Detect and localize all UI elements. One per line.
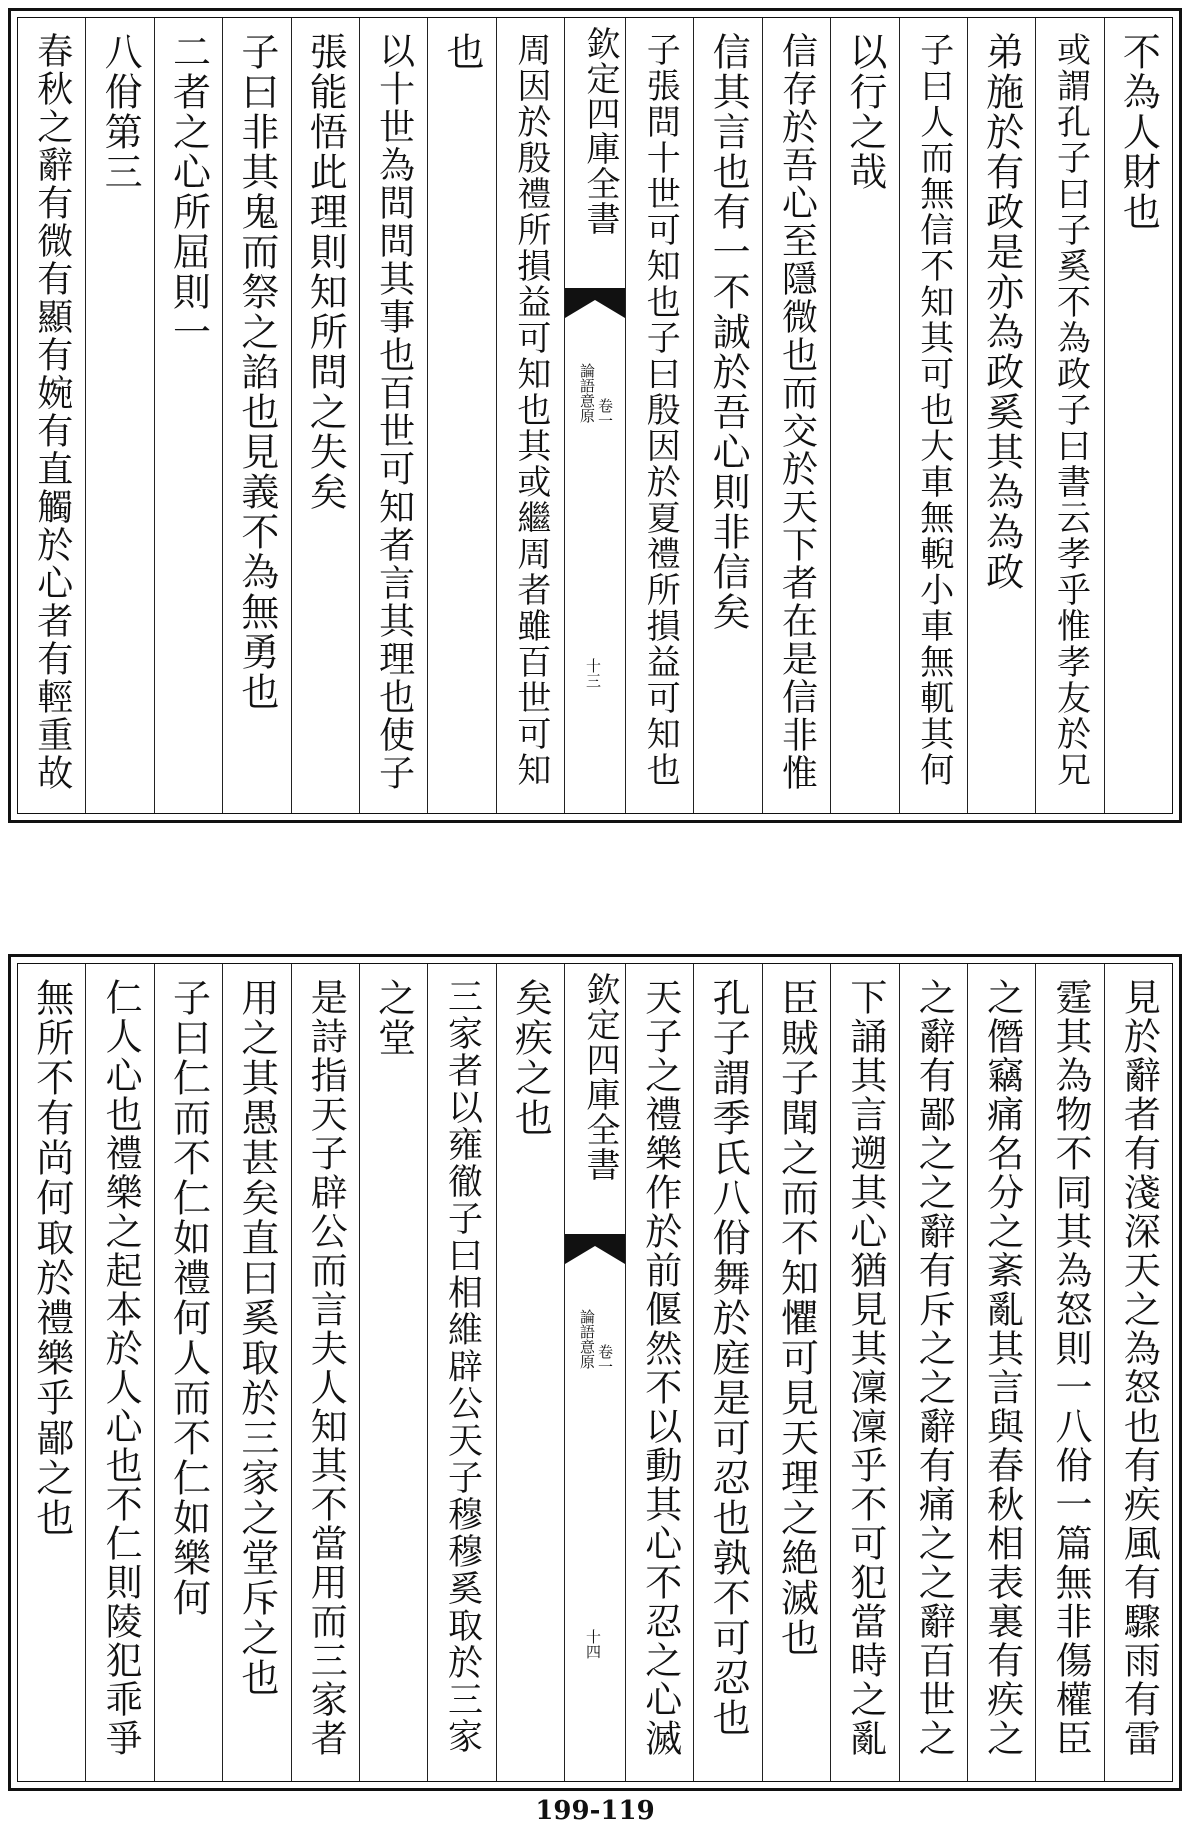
column-text: 孔子謂季氏八佾舞於庭是可忍也孰不可忍也 bbox=[706, 978, 751, 1738]
text-column bbox=[762, 18, 830, 813]
column-text: 子曰人而無信不知其可也大車無輗小車無軏其何 bbox=[913, 32, 954, 788]
text-column bbox=[625, 964, 693, 1781]
text-column bbox=[291, 964, 359, 1781]
column-text: 天子之禮樂作於前偃然不以動其心不忍之心滅 bbox=[638, 978, 682, 1758]
column-text: 是詩指天子辟公而言夫人知其不當用而三家者 bbox=[304, 978, 348, 1758]
volume-label: 卷一 bbox=[596, 1344, 614, 1374]
top-page bbox=[8, 8, 1182, 823]
column-text: 或謂孔子曰子奚不為政子曰書云孝乎惟孝友於兄 bbox=[1050, 32, 1091, 788]
text-column bbox=[154, 18, 222, 813]
text-column bbox=[1104, 18, 1172, 813]
column-text: 臣賊子聞之而不知懼可見天理之絶滅也 bbox=[774, 978, 819, 1658]
column-text: 周因於殷禮所損益可知也其或繼周者雖百世可知 bbox=[510, 32, 551, 788]
column-text: 下誦其言遡其心猶見其凜凜乎不可犯當時之亂 bbox=[843, 978, 887, 1758]
bottom-page bbox=[8, 954, 1182, 1791]
fish-tail-mark-icon bbox=[565, 1234, 625, 1264]
text-column bbox=[359, 18, 427, 813]
column-text: 之堂 bbox=[371, 978, 416, 1058]
book-title: 論語意原 bbox=[578, 363, 596, 423]
text-column bbox=[830, 18, 898, 813]
page-number: 十三 bbox=[584, 658, 602, 688]
column-text: 二者之心所屈則一 bbox=[166, 32, 211, 352]
column-text: 子張問十世可知也子曰殷因於夏禮所損益可知也 bbox=[640, 32, 681, 788]
column-text: 張能悟此理則知所問之失矣 bbox=[303, 32, 348, 512]
column-text: 之辭有鄙之之辭有斥之之辭有痛之之辭百世之 bbox=[912, 978, 956, 1758]
text-column bbox=[762, 964, 830, 1781]
center-fold bbox=[564, 964, 625, 1781]
page-footer-number: 199-119 bbox=[535, 1796, 655, 1826]
column-text: 以十世為問問其事也百世可知者言其理也使子 bbox=[373, 32, 415, 792]
column-text: 子曰仁而不仁如禮何人而不仁如樂何 bbox=[166, 978, 211, 1618]
text-column bbox=[427, 964, 495, 1781]
column-text: 不為人財也 bbox=[1116, 32, 1161, 232]
text-column bbox=[359, 964, 427, 1781]
column-text: 無所不有尚何取於禮樂乎鄙之也 bbox=[29, 978, 74, 1538]
text-column bbox=[1035, 18, 1103, 813]
column-text: 子曰非其鬼而祭之諂也見義不為無勇也 bbox=[234, 32, 279, 712]
text-column bbox=[18, 18, 85, 813]
text-column bbox=[967, 18, 1035, 813]
column-text: 信存於吾心至隱微也而交於天下者在是信非惟 bbox=[776, 32, 818, 792]
text-column bbox=[693, 18, 761, 813]
text-column bbox=[85, 964, 153, 1781]
column-text: 三家者以雍徹子曰相維辟公天子穆穆奚取於三家 bbox=[442, 978, 483, 1755]
text-column bbox=[967, 964, 1035, 1781]
column-text: 八佾第三 bbox=[98, 32, 143, 192]
top-page-columns bbox=[17, 17, 1173, 814]
text-column bbox=[222, 964, 290, 1781]
text-column bbox=[1035, 964, 1103, 1781]
running-title: 欽定四庫全書 bbox=[580, 972, 620, 1182]
running-title: 欽定四庫全書 bbox=[580, 26, 620, 236]
text-column bbox=[899, 964, 967, 1781]
text-column bbox=[899, 18, 967, 813]
column-text: 之僭竊痛名分之紊亂其言與春秋相表裏有疾之 bbox=[980, 978, 1024, 1758]
text-column bbox=[496, 964, 564, 1781]
text-column bbox=[693, 964, 761, 1781]
text-column bbox=[625, 18, 693, 813]
column-text: 仁人心也禮樂之起本於人心也不仁則陵犯乖爭 bbox=[99, 978, 143, 1758]
column-text: 用之其愚甚矣直曰奚取於三家之堂斥之也 bbox=[234, 978, 279, 1698]
text-column bbox=[830, 964, 898, 1781]
column-text: 信其言也有一不誠於吾心則非信矣 bbox=[706, 32, 751, 632]
bottom-page-columns bbox=[17, 963, 1173, 1782]
column-text: 春秋之辭有微有顯有婉有直觸於心者有輕重故 bbox=[31, 32, 73, 792]
text-column bbox=[291, 18, 359, 813]
column-text: 霆其為物不同其為怒則一八佾一篇無非傷權臣 bbox=[1048, 978, 1092, 1758]
text-column bbox=[85, 18, 153, 813]
text-column bbox=[154, 964, 222, 1781]
text-column bbox=[427, 18, 495, 813]
column-text: 見於辭者有淺深天之為怒也有疾風有驟雨有雷 bbox=[1117, 978, 1161, 1758]
page-number: 十四 bbox=[584, 1629, 602, 1659]
text-column bbox=[496, 18, 564, 813]
center-fold bbox=[564, 18, 625, 813]
column-text: 矣疾之也 bbox=[508, 978, 553, 1138]
fish-tail-mark-icon bbox=[565, 288, 625, 318]
text-column bbox=[222, 18, 290, 813]
column-text: 以行之哉 bbox=[842, 32, 887, 192]
book-title: 論語意原 bbox=[578, 1309, 596, 1369]
text-column bbox=[1104, 964, 1172, 1781]
text-column bbox=[18, 964, 85, 1781]
column-text: 也 bbox=[439, 32, 484, 72]
column-text: 弟施於有政是亦為政奚其為為政 bbox=[979, 32, 1024, 592]
volume-label: 卷一 bbox=[596, 398, 614, 428]
